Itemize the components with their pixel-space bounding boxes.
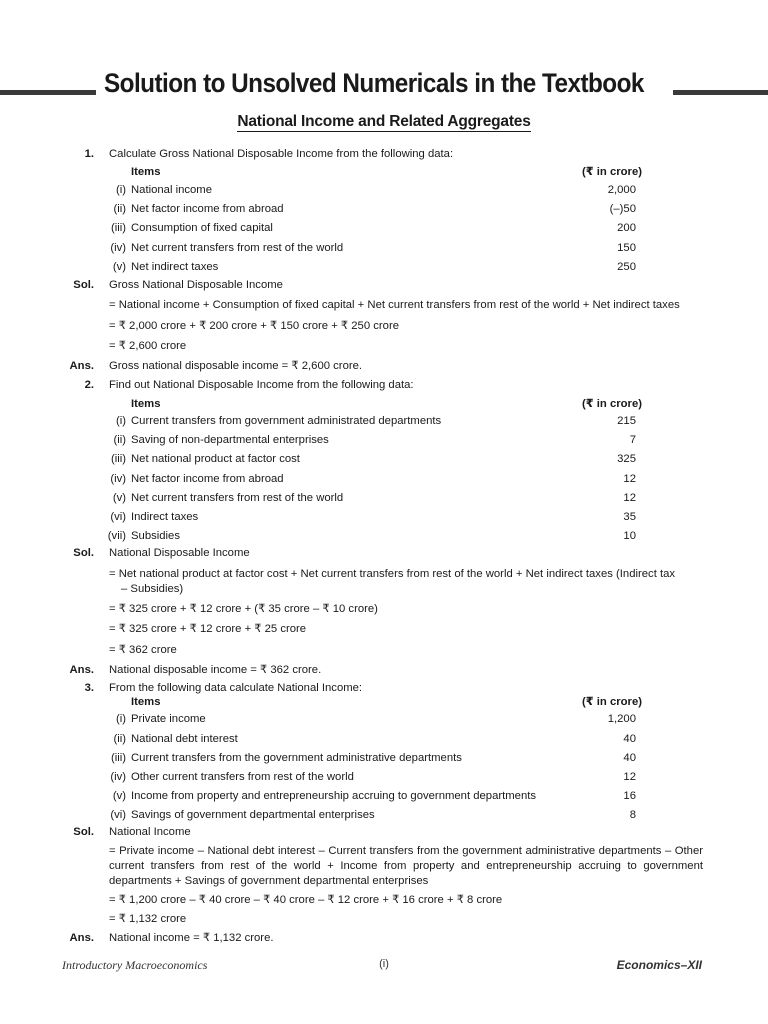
q1-items-header: Items [131, 166, 161, 178]
item-numeral: (vi) [110, 809, 126, 821]
item-text: Income from property and entrepreneurship accruing to government departments [131, 790, 537, 802]
item-text: Private income [131, 713, 206, 725]
item-value: 250 [617, 261, 636, 273]
item-numeral: (iii) [110, 752, 126, 764]
item-text: National income [131, 184, 213, 196]
ans-label: Ans. [69, 360, 94, 372]
item-value: 215 [617, 415, 636, 427]
footer-series: Economics–XII [616, 958, 702, 972]
item-text: Net current transfers from rest of the world [131, 242, 344, 254]
solution-line: = National income + Consumption of fixed capital + Net current transfers from rest of the world + Net indirect taxes [109, 299, 680, 311]
solution-line: National Disposable Income [109, 547, 250, 559]
item-numeral: (iv) [110, 771, 126, 783]
item-text: Savings of government departmental enterprises [131, 809, 375, 821]
solution-line: = ₹ 362 crore [109, 644, 177, 656]
q3-items-header: Items [131, 696, 161, 708]
answer-text: Gross national disposable income = ₹ 2,600 crore. [109, 360, 363, 372]
item-value: 12 [623, 473, 636, 485]
item-text: Other current transfers from rest of the world [131, 771, 354, 783]
item-text: Net factor income from abroad [131, 473, 284, 485]
solution-line: = ₹ 2,600 crore [109, 340, 187, 352]
title-rule-left [0, 90, 96, 95]
item-text: Net factor income from abroad [131, 203, 284, 215]
q3-number: 3. [84, 682, 94, 694]
item-value: 10 [623, 530, 636, 542]
item-text: Saving of non-departmental enterprises [131, 434, 329, 446]
solution-line: National Income [109, 826, 191, 838]
footer-book-title: Introductory Macroeconomics [62, 958, 208, 972]
item-numeral: (ii) [113, 434, 126, 446]
title-band [0, 68, 768, 104]
item-value: 2,000 [607, 184, 636, 196]
sol-label: Sol. [73, 826, 94, 838]
item-value: 7 [629, 434, 636, 446]
item-text: Current transfers from the government administrative departments [131, 752, 462, 764]
solution-line: – Subsidies) [121, 583, 184, 595]
q2-items-header: Items [131, 398, 161, 410]
sol-label: Sol. [73, 547, 94, 559]
item-numeral: (vi) [110, 511, 126, 523]
item-text: Net national product at factor cost [131, 453, 300, 465]
item-numeral: (i) [115, 184, 126, 196]
solution-line: = Net national product at factor cost + Net current transfers from rest of the world + Net indirect taxes (Indirect tax [109, 568, 676, 580]
item-numeral: (iv) [110, 242, 126, 254]
q2-question: Find out National Disposable Income from the following data: [109, 379, 414, 391]
solution-line: = Private income – National debt interest – Current transfers from the government administrative departments – Other current transfers from rest of the world + Income from property and entrepreneurship accruing to government departments + Savings of government departmental enterprises [109, 845, 703, 887]
solution-line: = ₹ 325 crore + ₹ 12 crore + (₹ 35 crore – ₹ 10 crore) [109, 603, 378, 615]
answer-text: National disposable income = ₹ 362 crore. [109, 664, 322, 676]
item-numeral: (iii) [110, 222, 126, 234]
solution-line: Gross National Disposable Income [109, 279, 283, 291]
q2-value-header: (₹ in crore) [582, 398, 642, 410]
title-rule-right [673, 90, 768, 95]
item-text: National debt interest [131, 733, 238, 745]
item-value: 40 [623, 752, 636, 764]
item-value: 200 [617, 222, 636, 234]
item-numeral: (v) [112, 790, 126, 802]
section-subtitle [0, 113, 768, 131]
item-numeral: (iv) [110, 473, 126, 485]
item-numeral: (ii) [113, 203, 126, 215]
q2-number: 2. [84, 379, 94, 391]
q3-value-header: (₹ in crore) [582, 696, 642, 708]
ans-label: Ans. [69, 932, 94, 944]
solution-line: = ₹ 325 crore + ₹ 12 crore + ₹ 25 crore [109, 623, 307, 635]
item-value: 325 [617, 453, 636, 465]
item-text: Current transfers from government administrated departments [131, 415, 442, 427]
page-footer [0, 958, 768, 974]
item-value: 40 [623, 733, 636, 745]
item-value: 1,200 [607, 713, 636, 725]
item-text: Subsidies [131, 530, 180, 542]
item-value: 16 [623, 790, 636, 802]
item-text: Indirect taxes [131, 511, 199, 523]
q3-solution-paragraph [109, 844, 703, 889]
q1-value-header: (₹ in crore) [582, 166, 642, 178]
q1-number: 1. [84, 148, 94, 160]
answer-text: National income = ₹ 1,132 crore. [109, 932, 274, 944]
item-numeral: (ii) [113, 733, 126, 745]
item-text: Net current transfers from rest of the world [131, 492, 344, 504]
sol-label: Sol. [73, 279, 94, 291]
solution-line: = ₹ 2,000 crore + ₹ 200 crore + ₹ 150 crore + ₹ 250 crore [109, 320, 399, 332]
q3-question: From the following data calculate National Income: [109, 682, 363, 694]
item-numeral: (v) [112, 261, 126, 273]
item-numeral: (i) [115, 415, 126, 427]
item-value: 150 [617, 242, 636, 254]
item-numeral: (i) [115, 713, 126, 725]
page-title: Solution to Unsolved Numericals in the Textbook [104, 68, 644, 98]
item-value: (–)50 [609, 203, 636, 215]
solution-line: = ₹ 1,132 crore [109, 913, 187, 925]
item-text: Net indirect taxes [131, 261, 219, 273]
solution-line: = ₹ 1,200 crore – ₹ 40 crore – ₹ 40 crore – ₹ 12 crore + ₹ 16 crore + ₹ 8 crore [109, 894, 503, 906]
item-value: 35 [623, 511, 636, 523]
section-subtitle-text: National Income and Related Aggregates [237, 113, 531, 130]
q1-question: Calculate Gross National Disposable Income from the following data: [109, 148, 454, 160]
item-numeral: (v) [112, 492, 126, 504]
item-value: 12 [623, 492, 636, 504]
item-value: 8 [629, 809, 636, 821]
item-numeral: (vii) [107, 530, 126, 542]
item-value: 12 [623, 771, 636, 783]
item-text: Consumption of fixed capital [131, 222, 273, 234]
item-numeral: (iii) [110, 453, 126, 465]
page-number: (i) [379, 958, 389, 970]
ans-label: Ans. [69, 664, 94, 676]
